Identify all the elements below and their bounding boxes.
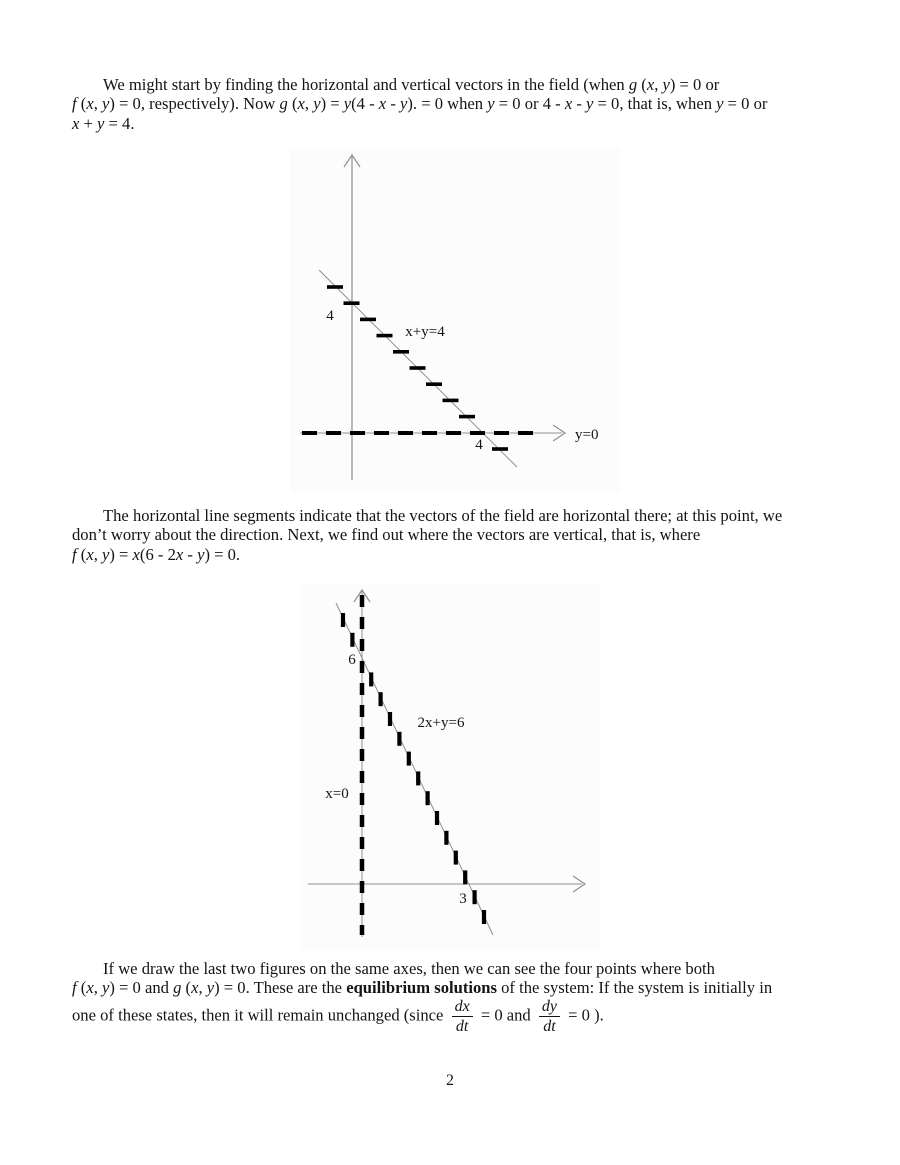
text-run: y [101, 544, 110, 564]
text-run: y [97, 113, 105, 133]
text-run: = 0 or 4 - [494, 94, 565, 114]
fraction-denominator: dt [543, 1018, 556, 1036]
text-run: g [173, 978, 182, 998]
text-run: - [572, 94, 587, 114]
text-run: x [86, 94, 94, 114]
text-run: ) = [109, 544, 133, 564]
text-line [72, 525, 850, 544]
field-dashes-group [343, 613, 484, 924]
text-run: y [206, 978, 215, 998]
text-run: x [378, 94, 387, 114]
text-run: If we draw the last two figures on the same axes, then we can see the four points where both [103, 959, 715, 978]
figure-1-canvas [290, 148, 620, 493]
text-run: one of these states, then it will remain unchanged (since [72, 1005, 448, 1025]
text-line [72, 94, 850, 113]
text-run: (4 - [351, 94, 379, 114]
figure-horizontal-vectors [290, 148, 620, 493]
text-run: - [183, 544, 198, 564]
text-run: y [716, 94, 724, 114]
text-run: = 0, that is, when [593, 94, 717, 114]
text-run: x [646, 75, 655, 94]
fraction-denominator: dt [455, 1018, 469, 1036]
text-run: y [197, 544, 205, 564]
field-dashes-group [327, 287, 508, 449]
fraction-dx-dt [452, 998, 473, 1036]
text-run: don’t worry about the direction. Next, we find out where the vectors are vertical, that is, where [72, 525, 701, 545]
paragraph-equilibrium [72, 959, 850, 1035]
text-line [72, 959, 850, 978]
line-equation-label: 2x+y=6 [417, 715, 465, 731]
text-run: + [79, 113, 98, 133]
x-axis-tick-label: 4 [475, 437, 483, 453]
text-run: x [72, 113, 80, 133]
text-run: g [628, 75, 638, 94]
line-equation-label: x+y=4 [405, 324, 445, 340]
nullcline-line-2xy6 [336, 603, 493, 935]
text-run: y [343, 94, 352, 114]
text-run: ( [76, 544, 87, 564]
text-run: ( [637, 75, 647, 94]
text-run: ) = 0. These are the [214, 978, 347, 998]
figure-2-canvas [300, 585, 600, 950]
paragraph-vertical-vectors [72, 506, 850, 564]
text-line [72, 75, 850, 94]
fraction-numerator: dy [539, 998, 560, 1017]
fraction-dy-dt [539, 998, 560, 1036]
text-run: , [93, 544, 102, 564]
page-number: 2 [446, 1072, 454, 1089]
text-run: f [72, 94, 77, 114]
text-run: ( [76, 94, 87, 114]
text-run: We might start by finding the horizontal and vertical vectors in the field (when [103, 75, 629, 94]
text-run: g [279, 94, 288, 114]
text-run: , [304, 94, 314, 114]
text-run: y [586, 94, 594, 114]
text-run: x [132, 544, 140, 564]
text-run: x [86, 544, 94, 564]
text-run: ) = [320, 94, 344, 114]
text-run: x [564, 94, 573, 114]
text-line [72, 545, 850, 564]
axis-equation-label: x=0 [325, 786, 349, 802]
text-run: ( [181, 978, 192, 998]
text-line [72, 114, 850, 133]
text-run: x [86, 978, 94, 998]
text-run: ) = 0 or [669, 75, 720, 94]
text-run: ( [287, 94, 298, 114]
text-run: = 0 and [476, 1005, 535, 1025]
text-run: x [175, 544, 184, 564]
text-line [72, 998, 850, 1036]
text-run: - [386, 94, 400, 114]
text-run: ( [76, 978, 87, 998]
text-line [72, 978, 850, 997]
text-run: ) = 0, respectively). Now [109, 94, 280, 114]
text-run: x [297, 94, 305, 114]
text-run: y [662, 75, 670, 94]
x-axis-tick-label: 3 [459, 891, 467, 907]
text-run: ) = 0 and [109, 978, 174, 998]
axis-equation-label: y=0 [575, 427, 599, 443]
text-run: y [487, 94, 495, 114]
text-run: ). = 0 when [407, 94, 488, 114]
text-run: , [198, 978, 207, 998]
text-run: y [400, 94, 408, 114]
text-run: equilibrium solutions [346, 978, 497, 998]
text-run: , [93, 94, 102, 114]
fraction-numerator: dx [452, 998, 473, 1017]
text-run: y [101, 94, 110, 114]
text-run: = 0 ). [564, 1005, 604, 1025]
text-line [72, 506, 850, 525]
text-run: (6 - 2 [139, 544, 176, 564]
text-run: ) = 0. [204, 544, 241, 564]
text-run: x [191, 978, 199, 998]
text-run: f [72, 544, 77, 564]
figure-vertical-vectors [300, 585, 600, 950]
text-run: = 4. [104, 113, 135, 133]
text-run: y [313, 94, 321, 114]
paragraph-intro [72, 75, 850, 133]
text-run: , [654, 75, 663, 94]
text-run: y [101, 978, 110, 998]
y-axis-tick-label: 6 [348, 652, 356, 668]
text-run: = 0 or [723, 94, 768, 114]
y-axis-tick-label: 4 [326, 308, 334, 324]
text-run: The horizontal line segments indicate that the vectors of the field are horizontal there; at this point, we [103, 506, 783, 525]
text-run: of the system: If the system is initially in [496, 978, 773, 998]
text-run: f [72, 978, 77, 998]
text-run: , [93, 978, 102, 998]
